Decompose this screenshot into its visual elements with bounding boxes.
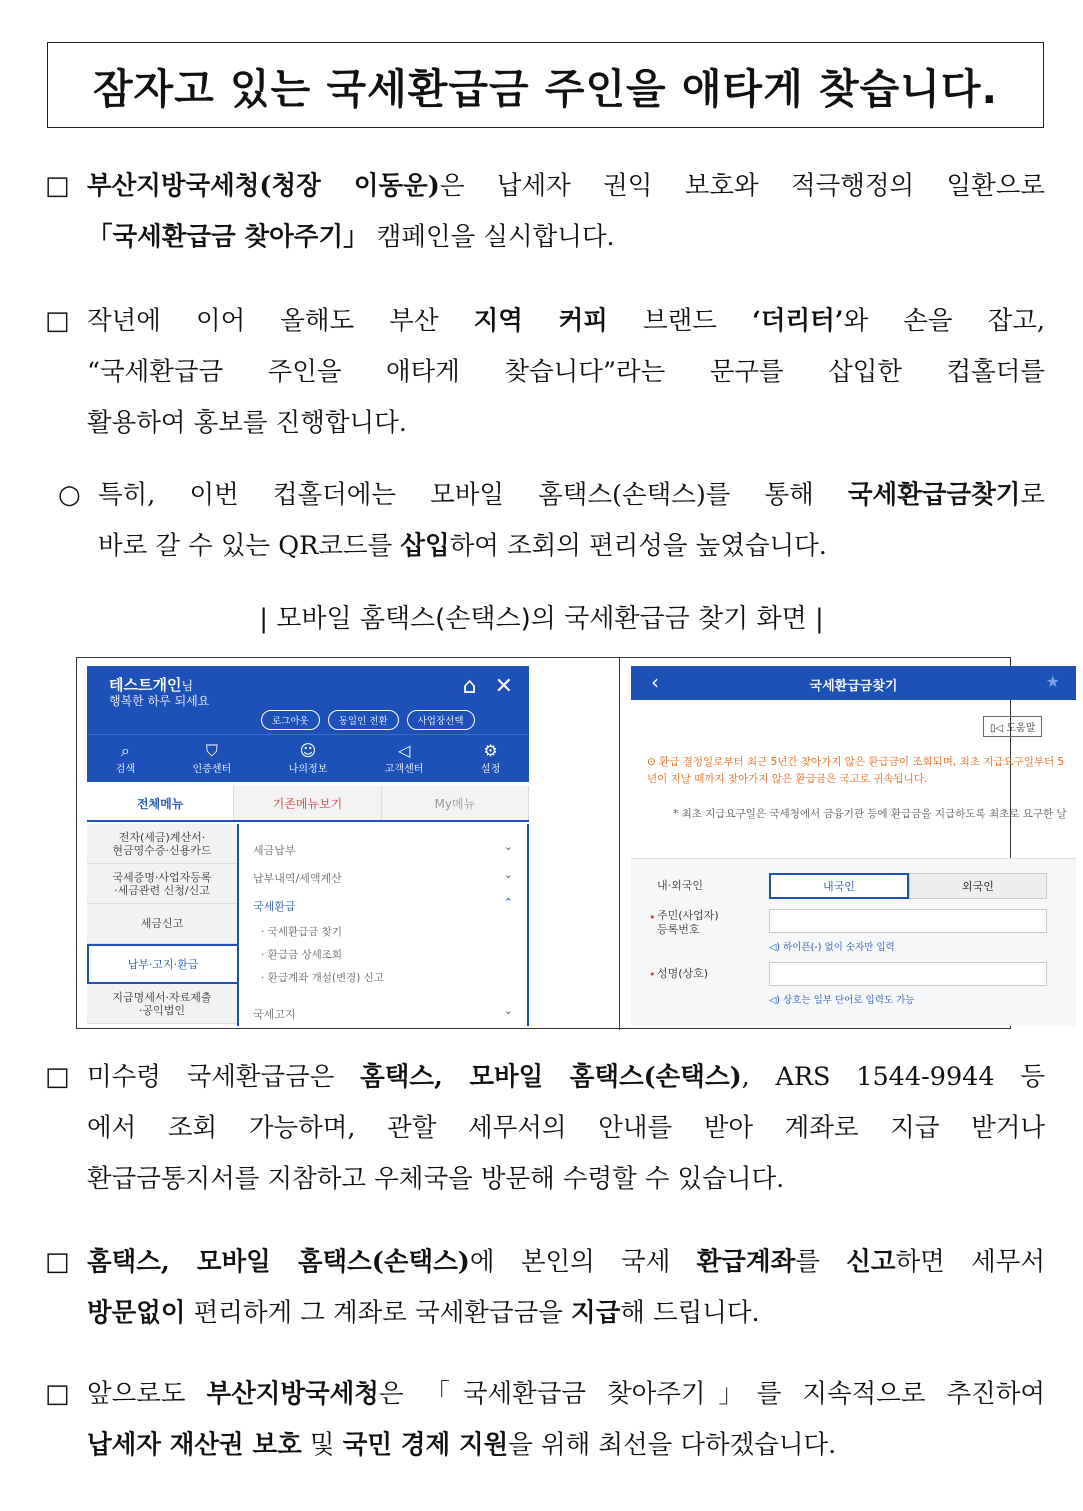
text-span: 지역 커피	[473, 306, 608, 336]
tab-classic-menu[interactable]: 기존메뉴보기	[234, 786, 381, 820]
figure-caption: | 모바일 홈택스(손택스)의 국세환급금 찾기 화면 |	[259, 604, 824, 634]
text-span: 홈택스, 모바일 홈택스(손택스)	[360, 1062, 742, 1092]
notice-body: 환급 결정일로부터 최근 5년간 찾아가지 않은 환급금이 조회되며, 최초 지급요구일부터 5년이 지날 때까지 찾아가지 않은 환급금은 국고로 귀속됩니다.	[647, 756, 1065, 785]
agency-name: 부산지방국세청(청장 이동운)	[87, 171, 440, 201]
sidebar-item-invoice[interactable]: 전자(세금)계산서· 현금영수증·신용카드	[87, 824, 237, 864]
notice-footnote: * 최초 지급요구일은 국세청에서 금융기관 등에 환급금을 지급하도록 최초로 요구한 날	[673, 808, 1067, 820]
screen-title: 국세환급금찾기	[809, 679, 898, 694]
nav-myinfo[interactable]	[289, 742, 328, 775]
home-icon[interactable]: ⌂	[462, 674, 477, 699]
paragraph-campaign	[45, 161, 1045, 263]
user-suffix: 님	[181, 679, 194, 693]
mobile-header	[87, 666, 529, 734]
campaign-name: 「국세환급금 찾아주기」	[87, 222, 369, 252]
text-span: 로	[1020, 480, 1045, 510]
text-span: 편리하게 그 계좌로 국세환급금을	[185, 1298, 571, 1328]
header-pills	[261, 710, 475, 730]
nav-auth[interactable]	[193, 742, 232, 775]
list-item[interactable]: · 국세환급금 찾기	[261, 926, 343, 938]
sidebar-item-statement[interactable]: 지급명세서·자료제출 ·공익법인	[87, 984, 237, 1024]
text-span: 작년에 이어 올해도 부산	[87, 306, 474, 336]
foreign-option[interactable]: 외국인	[909, 873, 1047, 899]
sidebar-item-payment[interactable]: 납부·고지·환급	[87, 944, 237, 984]
domestic-option[interactable]: 내국인	[769, 873, 909, 899]
paragraph-line: 활용하여 홍보를 진행합니다.	[87, 408, 407, 438]
text-span: 신고	[846, 1247, 896, 1277]
text-span: 앞으로도	[87, 1379, 207, 1409]
paragraph-line	[87, 1420, 1045, 1471]
figure-divider	[619, 658, 620, 1030]
paragraph-line	[98, 521, 1045, 572]
text-span: 납세자 재산권 보호	[87, 1430, 302, 1460]
speaker-icon: ◁)	[769, 995, 784, 1006]
speaker-icon: ◁)	[769, 942, 784, 953]
text-span: 은 「국세환급금 찾아주기」를 지속적으로 추진하여	[378, 1379, 1045, 1409]
refund-header	[631, 666, 1076, 700]
greeting: 행복한 하루 되세요	[109, 694, 210, 708]
checkbox-bullet: □	[45, 1379, 70, 1409]
paragraph-line: 에서 조회 가능하며, 관할 세무서의 안내를 받아 계좌로 지급 받거나	[87, 1113, 1045, 1143]
text-span: 은 납세자 권익 보호와 적극행정의 일환으로	[439, 171, 1045, 201]
tab-my-menu[interactable]: My메뉴	[382, 786, 529, 820]
nav-label: 설정	[480, 764, 501, 775]
paragraph-line	[87, 296, 1045, 347]
search-form	[631, 858, 1076, 1026]
text-span: 하면 세무서	[895, 1247, 1045, 1277]
name-label: 성명(상호)	[657, 967, 709, 980]
paragraph-line: 환급금통지서를 지참하고 우체국을 방문해 수령할 수 있습니다.	[87, 1164, 785, 1194]
paragraph-line: “국세환급금 주인을 애타게 찾습니다”라는 문구를 삽입한 컵홀더를	[87, 357, 1045, 387]
shield-icon: ⛉	[205, 741, 218, 760]
checkbox-bullet: □	[45, 1062, 70, 1092]
text-span: 삽입	[400, 531, 450, 561]
list-item[interactable]: 세금납부	[253, 844, 296, 857]
id-number-input[interactable]	[769, 909, 1047, 933]
text-span: 홈택스, 모바일 홈택스(손택스)	[87, 1247, 470, 1277]
chevron-down-icon: ⌄	[503, 1004, 513, 1017]
menu-list	[237, 824, 529, 1026]
menu-tabs	[87, 786, 529, 822]
paragraph-line	[87, 1052, 1045, 1103]
checkbox-bullet: □	[45, 171, 70, 201]
hint-text: 상호는 일부 단어로 입력도 가능	[783, 995, 915, 1006]
select-business-button[interactable]: 사업장선택	[407, 710, 475, 730]
paragraph-cupholder	[45, 296, 1045, 449]
refund-search-screen	[631, 666, 1076, 1026]
text-span: 를	[795, 1247, 847, 1277]
nav-label: 검색	[115, 764, 136, 775]
paragraph-line	[87, 161, 1045, 212]
text-span: 와 손을 잡고,	[843, 306, 1045, 336]
mobile-menu-screen	[87, 666, 609, 1026]
paragraph-account	[45, 1237, 1045, 1339]
paragraph-closing	[45, 1369, 1045, 1471]
name-input[interactable]	[769, 962, 1047, 986]
text-span: 및	[301, 1430, 343, 1460]
nav-label: 고객센터	[384, 764, 424, 775]
switch-user-button[interactable]: 동일인 전환	[328, 710, 399, 730]
list-item[interactable]: · 환급금 상세조회	[261, 949, 343, 961]
close-icon[interactable]: ✕	[494, 674, 513, 699]
text-span: 바로 갈 수 있는 QR코드를	[98, 531, 401, 561]
checkbox-bullet: □	[45, 306, 70, 336]
person-icon: ☺	[299, 741, 317, 760]
hint-text: 하이픈(-) 없이 숫자만 입력	[783, 942, 895, 953]
nav-label: 인증센터	[192, 764, 232, 775]
search-icon: ⌕	[120, 741, 130, 760]
list-item[interactable]: 국세고지	[253, 1008, 296, 1021]
back-icon[interactable]: ‹	[651, 670, 659, 694]
text-span: , ARS 1544-9944 등	[741, 1062, 1045, 1092]
text-span: 국민 경제 지원	[342, 1430, 509, 1460]
text-span: 캠페인을 실시합니다.	[368, 222, 615, 252]
paragraph-line	[87, 1237, 1045, 1288]
name-hint	[769, 992, 914, 1006]
notice-text	[647, 754, 1067, 788]
gear-icon: ⚙	[483, 741, 498, 760]
brand-name: ‘더리터’	[751, 306, 844, 336]
document-title: 잠자고 있는 국세환급금 주인을 애타게 찾습니다.	[47, 42, 1044, 128]
list-item[interactable]: 국세환급	[253, 900, 296, 913]
list-item[interactable]: 납부내역/세액계산	[253, 872, 342, 885]
nav-support[interactable]	[385, 742, 424, 775]
sidebar-item-tax-return[interactable]: 세금신고	[87, 904, 237, 944]
id-number-hint	[769, 939, 895, 953]
text-span: 해 드립니다.	[620, 1298, 760, 1328]
info-icon: ⊙	[647, 756, 660, 768]
text-span: 방문없이	[87, 1298, 186, 1328]
header-icons	[463, 674, 513, 699]
nationality-label: 내·외국인	[657, 879, 704, 892]
nav-settings[interactable]	[481, 742, 500, 775]
text-span: 브랜드	[607, 306, 752, 336]
star-icon[interactable]: ★	[1045, 672, 1060, 691]
required-mark: •	[649, 911, 656, 924]
circle-bullet: ○	[58, 480, 81, 510]
menu-sidebar	[87, 824, 237, 1026]
help-icon: ▯◁	[990, 723, 1007, 734]
checkbox-bullet: □	[45, 1247, 70, 1277]
text-span: 환급계좌	[696, 1247, 796, 1277]
paragraph-lookup	[45, 1052, 1045, 1205]
chevron-down-icon: ⌄	[503, 868, 513, 881]
text-span: 하여 조회의 편리성을 높였습니다.	[449, 531, 827, 561]
text-span: 부산지방국세청	[206, 1379, 379, 1409]
user-name-text: 테스트개인	[109, 676, 182, 694]
text-span: 미수령 국세환급금은	[87, 1062, 361, 1092]
sidebar-item-certificate[interactable]: 국세증명·사업자등록 ·세금관련 신청/신고	[87, 864, 237, 904]
text-span: 에 본인의 국세	[469, 1247, 697, 1277]
paragraph-qr	[58, 470, 1045, 572]
chevron-up-icon: ⌃	[503, 896, 513, 909]
tab-all-menu[interactable]: 전체메뉴	[87, 786, 234, 820]
paragraph-line	[87, 1369, 1045, 1420]
paragraph-line	[87, 212, 1045, 263]
list-item[interactable]: · 환급계좌 개설(변경) 신고	[261, 972, 384, 984]
required-mark: •	[649, 968, 656, 981]
nav-label: 나의정보	[288, 764, 328, 775]
mobile-nav	[87, 734, 529, 782]
logout-button[interactable]: 로그아웃	[261, 710, 320, 730]
text-span: 국세환급금찾기	[847, 480, 1021, 510]
text-span: 지급	[570, 1298, 621, 1328]
id-number-label: 주민(사업자) 등록번호	[657, 909, 719, 936]
text-span: 을 위해 최선을 다하겠습니다.	[508, 1430, 837, 1460]
megaphone-icon: ◁	[397, 741, 411, 760]
mobile-screenshot-figure	[76, 657, 1067, 1029]
text-span: 특히, 이번 컵홀더에는 모바일 홈택스(손택스)를 통해	[98, 480, 848, 510]
help-button[interactable]	[983, 716, 1042, 737]
paragraph-line	[98, 470, 1045, 521]
nationality-toggle	[769, 873, 1047, 899]
help-label: 도움말	[1006, 723, 1036, 734]
paragraph-line	[87, 1288, 1045, 1339]
chevron-down-icon: ⌄	[503, 840, 513, 853]
nav-search[interactable]	[116, 742, 135, 775]
